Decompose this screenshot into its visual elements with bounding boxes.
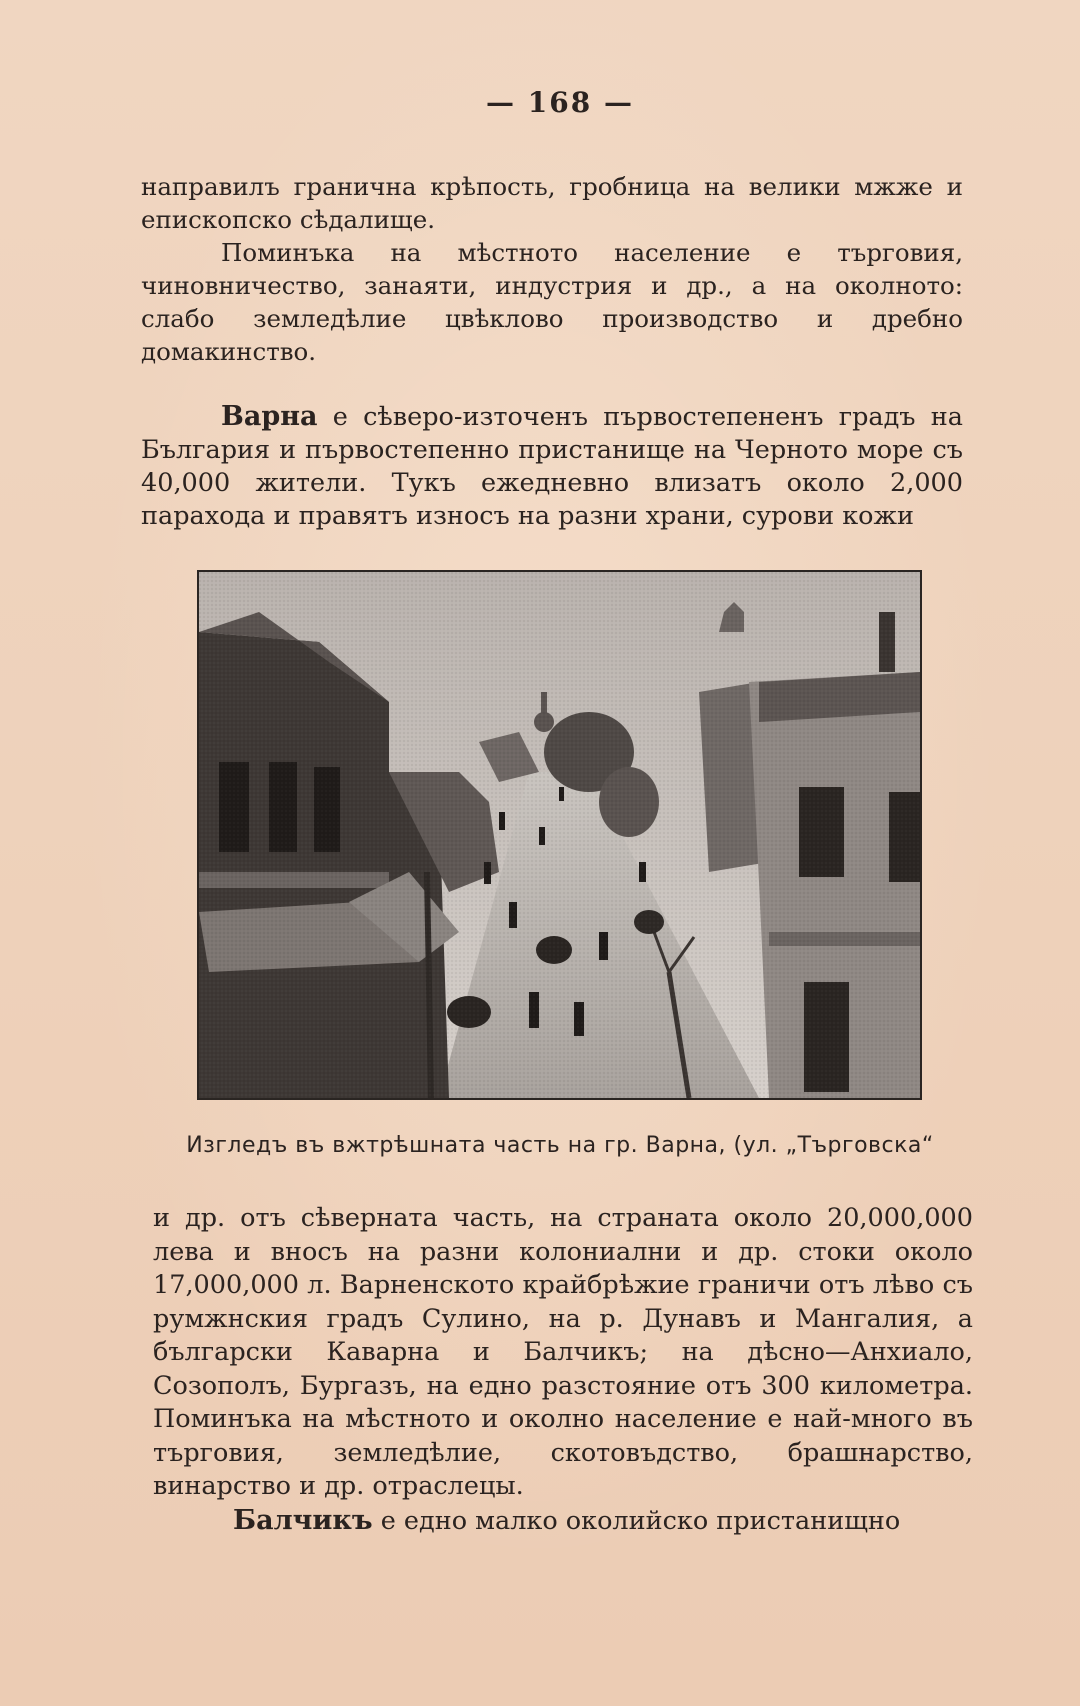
page-number: — 168 — [486, 86, 634, 119]
text-block-varna-continued [153, 1202, 973, 1538]
street-photo-illustration [199, 572, 920, 1098]
paragraph-balchik-text: е едно малко околийско пристанищно [372, 1505, 901, 1536]
text-block-varna [141, 400, 963, 533]
heading-varna: Варна [221, 401, 318, 432]
paragraph-varna-trade: и др. отъ сѣверната часть, на страната около 20,000,000 лева и вносъ на разни колониални и др. стоки около 17,000,000 л. Варненското крайбрѣжие граничи отъ лѣво съ румжнския градъ Сулино, на р. Дунавъ и Мангалия, а български Каварна и Балчикъ; на дѣсно—Анхиало, Созополъ, Бургазъ, на едно разстояние отъ 300 километра. Поминъка на мѣстното и околно население е най-много въ търговия, земледѣлие, скотовъдство, брашнарство, винарство и др. отраслецы. [153, 1203, 973, 1501]
paragraph-varna [141, 400, 963, 533]
photo-caption: Изгледъ въ вжтрѣшната часть на гр. Варна, (ул. „Търговска“ [186, 1133, 934, 1158]
street-photo [197, 570, 922, 1100]
paragraph-occupation: Поминъка на мѣстното население е търговия, чиновничество, занаяти, индустрия и др., а на околното: слабо земледѣлие цвѣклово производство и дребно домакинство. [141, 238, 963, 366]
paragraph-fortress: направилъ гранична крѣпость, гробница на велики мжже и епископско сѣдалище. [141, 172, 963, 234]
paragraph-varna-text: е сѣверо-източенъ първостепененъ градъ на България и първостепенно пристанище на Черното море съ 40,000 жители. Тукъ ежедневно влизатъ около 2,000 парахода и правятъ износъ на разни храни, сурови кожи [141, 402, 963, 531]
paragraph-balchik [153, 1504, 973, 1539]
text-block-intro [141, 170, 963, 368]
heading-balchik: Балчикъ [233, 1504, 373, 1536]
